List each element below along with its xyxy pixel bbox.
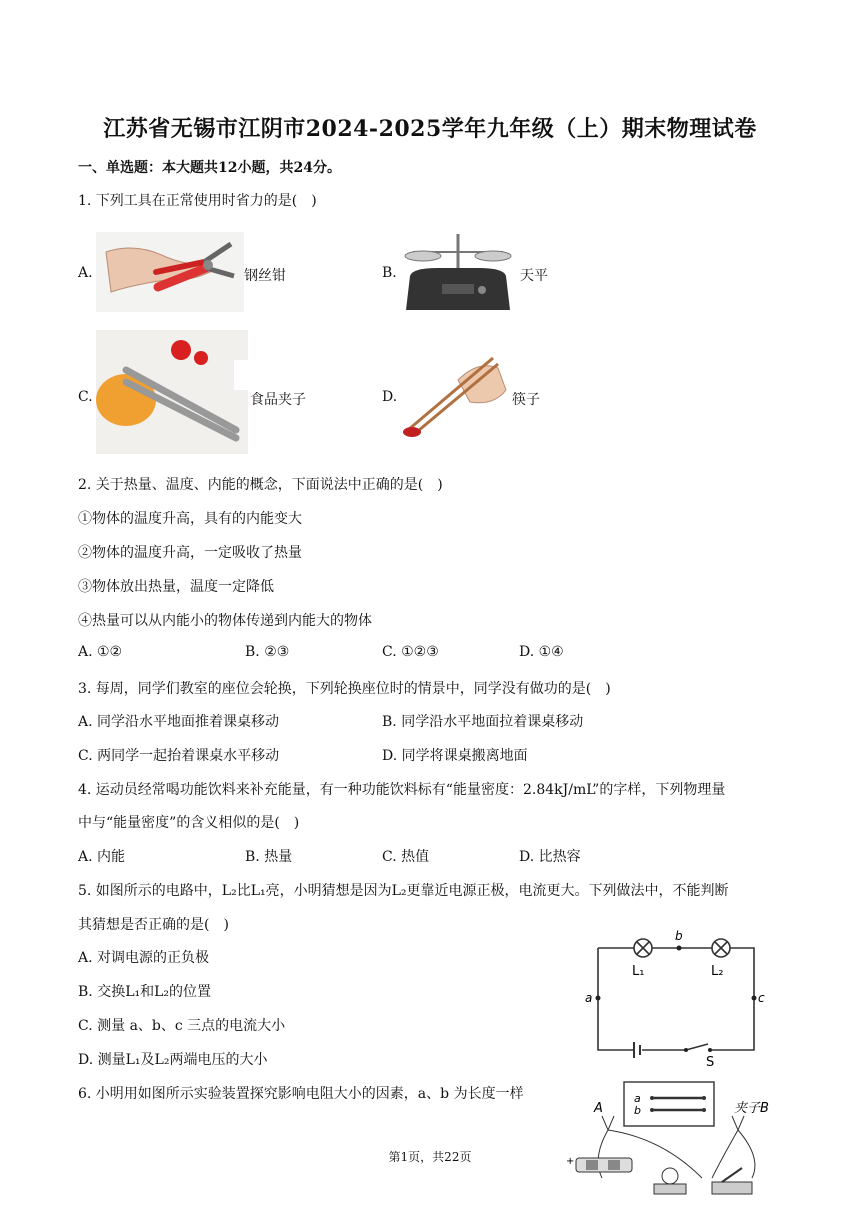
circuit-point-b: b bbox=[675, 929, 683, 943]
q1-option-a-letter: A. bbox=[78, 265, 93, 281]
question-4-stem-line2: 中与“能量密度”的含义相似的是( ) bbox=[78, 815, 300, 831]
q3-option-a: A. 同学沿水平地面推着课桌移动 bbox=[78, 714, 280, 730]
clip-b-label: 夹子B bbox=[734, 1101, 769, 1116]
balance-scale-image bbox=[398, 226, 518, 318]
question-5-stem-line1: 5. 如图所示的电路中，L₂比L₁亮，小明猜想是因为L₂更靠近电源正极，电流更大。下列做法中，不能判断 bbox=[78, 883, 729, 899]
circuit-diagram bbox=[582, 928, 772, 1070]
question-2-stem: 2. 关于热量、温度、内能的概念，下面说法中正确的是( ) bbox=[78, 477, 443, 493]
q2-statement-2: ②物体的温度升高，一定吸收了热量 bbox=[78, 545, 302, 561]
wire-a-label: a bbox=[634, 1092, 641, 1105]
circuit-lamp-l2-label: L₂ bbox=[711, 964, 724, 979]
q5-option-d: D. 测量L₁及L₂两端电压的大小 bbox=[78, 1052, 268, 1068]
q4-option-b: B. 热量 bbox=[245, 849, 293, 865]
q2-option-d: D. ①④ bbox=[519, 644, 564, 660]
q3-option-d: D. 同学将课桌搬离地面 bbox=[382, 748, 528, 764]
page-footer: 第1页，共22页 bbox=[388, 1150, 472, 1164]
clip-a-label: A bbox=[594, 1101, 603, 1116]
circuit-switch-label: S bbox=[706, 1055, 715, 1070]
circuit-point-c: c bbox=[758, 991, 765, 1005]
circuit-point-a: a bbox=[585, 991, 593, 1005]
q2-statement-1: ①物体的温度升高，具有的内能变大 bbox=[78, 511, 302, 527]
q5-option-a: A. 对调电源的正负极 bbox=[78, 950, 210, 966]
q1-option-b-letter: B. bbox=[382, 265, 397, 281]
circuit-lamp-l1-label: L₁ bbox=[632, 964, 645, 979]
wire-b-label: b bbox=[634, 1104, 641, 1117]
pliers-image bbox=[96, 232, 244, 312]
svg-text:+: + bbox=[566, 1156, 575, 1167]
question-3-stem: 3. 每周，同学们教室的座位会轮换，下列轮换座位时的情景中，同学没有做功的是( ) bbox=[78, 681, 611, 697]
q1-option-c-letter: C. bbox=[78, 389, 93, 405]
page-title: 江苏省无锡市江阴市2024-2025学年九年级（上）期末物理试卷 bbox=[103, 116, 757, 142]
q4-option-c: C. 热值 bbox=[382, 849, 430, 865]
q4-option-a: A. 内能 bbox=[78, 849, 126, 865]
q1-option-a-text: 钢丝钳 bbox=[244, 268, 286, 284]
q1-option-b-text: 天平 bbox=[520, 268, 548, 284]
chopsticks-image bbox=[398, 350, 510, 442]
q2-statement-3: ③物体放出热量，温度一定降低 bbox=[78, 579, 274, 595]
q3-option-b: B. 同学沿水平地面拉着课桌移动 bbox=[382, 714, 584, 730]
q5-option-b: B. 交换L₁和L₂的位置 bbox=[78, 984, 212, 1000]
q2-option-c: C. ①②③ bbox=[382, 644, 439, 660]
question-4-stem-line1: 4. 运动员经常喝功能饮料来补充能量，有一种功能饮料标有“能量密度：2.84kJ/mL”的字样，下列物理量 bbox=[78, 782, 726, 798]
question-6-stem: 6. 小明用如图所示实验装置探究影响电阻大小的因素，a、b 为长度一样 bbox=[78, 1086, 524, 1102]
food-tongs-image bbox=[96, 330, 248, 454]
q5-option-c: C. 测量 a、b、c 三点的电流大小 bbox=[78, 1018, 286, 1034]
q3-option-c: C. 两同学一起抬着课桌水平移动 bbox=[78, 748, 280, 764]
q2-statement-4: ④热量可以从内能小的物体传递到内能大的物体 bbox=[78, 613, 372, 629]
q1-option-d-letter: D. bbox=[382, 389, 398, 405]
question-5-stem-line2: 其猜想是否正确的是( ) bbox=[78, 917, 229, 933]
question-1-stem: 1. 下列工具在正常使用时省力的是( ) bbox=[78, 193, 317, 209]
section-heading: 一、单选题：本大题共12小题，共24分。 bbox=[78, 160, 341, 176]
q2-option-b: B. ②③ bbox=[245, 644, 290, 660]
resistance-experiment-figure bbox=[562, 1078, 780, 1202]
q2-option-a: A. ①② bbox=[78, 644, 123, 660]
q1-option-d-text: 筷子 bbox=[512, 392, 540, 408]
q1-option-c-text: 食品夹子 bbox=[250, 392, 306, 408]
q4-option-d: D. 比热容 bbox=[519, 849, 581, 865]
